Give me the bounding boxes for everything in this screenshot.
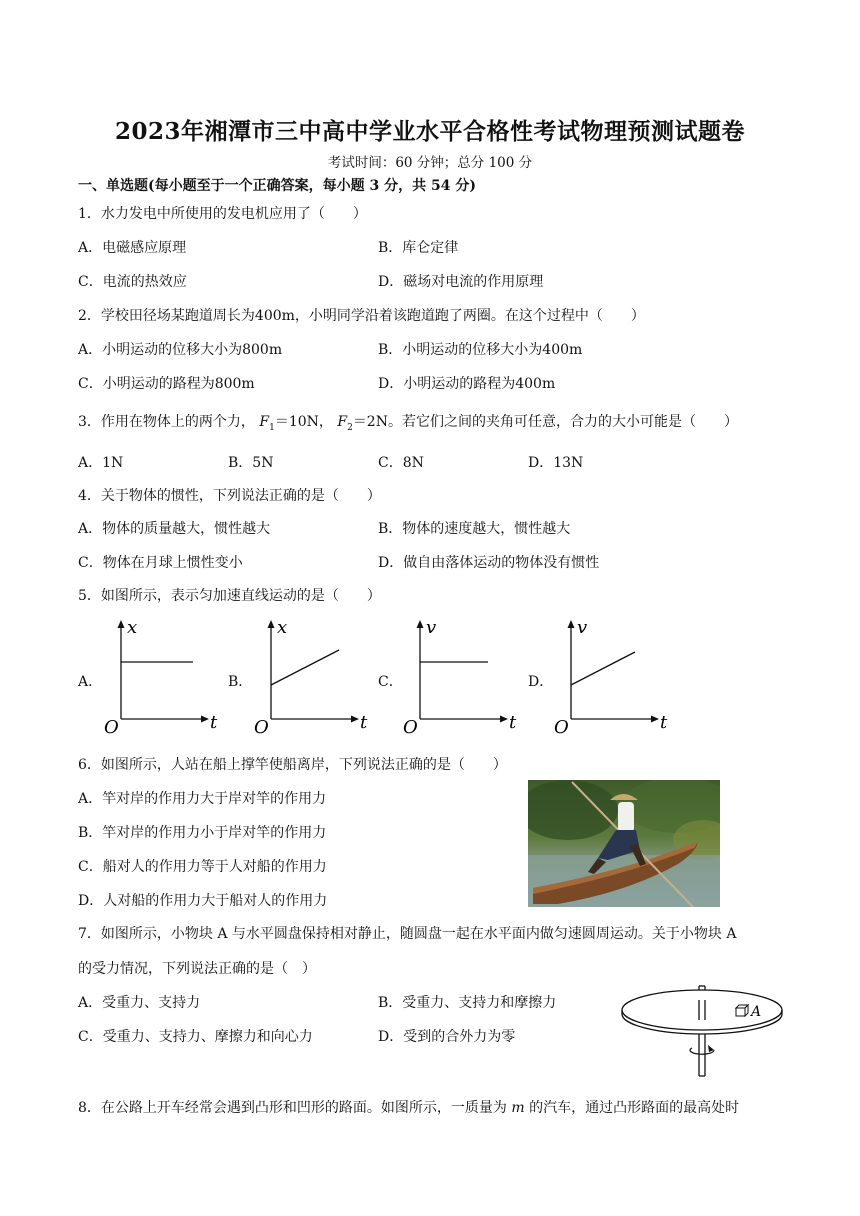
q5-option-a: A． [78, 674, 103, 690]
q7-stem-line2: 的受力情况，下列说法正确的是（ ） [78, 961, 316, 977]
q4-stem: 4．关于物体的惯性，下列说法正确的是（ ） [78, 488, 381, 504]
q6-option-d: D．人对船的作用力大于船对人的作用力 [78, 893, 328, 909]
graph-x-label: t [210, 712, 218, 733]
q5-graph-a [100, 616, 225, 738]
q3-f1-subscript: 1 [269, 422, 275, 433]
q1-stem: 1．水力发电中所使用的发电机应用了（ ） [78, 206, 367, 222]
q3-stem-post: 。若它们之间的夹角可任意，合力的大小可能是（ ） [387, 414, 738, 430]
q3-f1-symbol: F [259, 414, 270, 430]
graph-x-arrow [500, 716, 508, 723]
block-a [736, 1005, 748, 1016]
graph-y-arrow [118, 620, 125, 628]
q3-stem-pre: 3．作用在物体上的两个力， [78, 414, 255, 430]
graph-x-label: t [660, 712, 668, 733]
q7-option-c: C．受重力、支持力、摩擦力和向心力 [78, 1029, 313, 1045]
graph-x-arrow [201, 716, 209, 723]
q5-option-c: C． [378, 674, 403, 690]
q3-f1-value: ＝10N， [274, 414, 333, 430]
graph-y-label: v [577, 617, 588, 638]
q2-option-c: C．小明运动的路程为800m [78, 376, 255, 392]
exam-subtitle: 考试时间：60 分钟；总分 100 分 [327, 155, 533, 171]
q2-option-a: A．小明运动的位移大小为800m [78, 342, 283, 358]
q6-option-b: B．竿对岸的作用力小于岸对竿的作用力 [78, 825, 327, 841]
graph-y-arrow [568, 620, 575, 628]
rotating-disc-diagram [618, 982, 790, 1080]
q7-option-b: B．受重力、支持力和摩擦力 [378, 995, 557, 1011]
q5-graph-b [250, 616, 375, 738]
q6-stem: 6．如图所示，人站在船上撑竿使船离岸，下列说法正确的是（ ） [78, 757, 507, 773]
person-shirt [618, 802, 634, 832]
q7-option-d: D．受到的合外力为零 [378, 1029, 516, 1045]
graph-line [271, 650, 339, 685]
q3-option-d: D．13N [528, 455, 584, 471]
boat-photo [528, 780, 720, 907]
q2-stem: 2．学校田径场某跑道周长为400m，小明同学沿着该跑道跑了两圈。在这个过程中（ ） [78, 308, 645, 324]
q1-option-c: C．电流的热效应 [78, 274, 187, 290]
q4-option-c: C．物体在月球上惯性变小 [78, 555, 243, 571]
q3-f2-subscript: 2 [347, 422, 353, 433]
graph-y-label: x [127, 617, 138, 638]
q4-option-b: B．物体的速度越大，惯性越大 [378, 521, 571, 537]
q8-stem-post: 的汽车，通过凸形路面的最高处时 [529, 1100, 740, 1116]
q3-option-a: A．1N [78, 455, 124, 471]
q8-mass-variable: m [511, 1100, 525, 1116]
q3-option-b: B．5N [228, 455, 274, 471]
q1-option-b: B．库仑定律 [378, 240, 459, 256]
q5-option-b: B． [228, 674, 253, 690]
q7-option-a: A．受重力、支持力 [78, 995, 201, 1011]
graph-y-arrow [417, 620, 424, 628]
graph-y-arrow [268, 620, 275, 628]
q4-option-d: D．做自由落体运动的物体没有惯性 [378, 555, 600, 571]
q2-option-d: D．小明运动的路程为400m [378, 376, 556, 392]
q8-stem-pre: 8．在公路上开车经常会遇到凸形和凹形的路面。如图所示，一质量为 [78, 1100, 507, 1116]
q3-option-c: C．8N [378, 455, 424, 471]
q3-stem [78, 411, 738, 433]
graph-origin-label: O [254, 717, 269, 738]
q3-f2-symbol: F [337, 414, 348, 430]
graph-line [571, 652, 635, 685]
graph-x-label: t [509, 712, 517, 733]
q1-option-a: A．电磁感应原理 [78, 240, 187, 256]
graph-y-label: x [277, 617, 288, 638]
graph-x-arrow [351, 716, 359, 723]
q6-option-c: C．船对人的作用力等于人对船的作用力 [78, 859, 327, 875]
section-heading: 一、单选题(每小题至于一个正确答案，每小题 3 分，共 54 分) [78, 178, 476, 194]
graph-origin-label: O [104, 717, 119, 738]
q5-option-d: D． [528, 674, 554, 690]
q5-stem: 5．如图所示，表示匀加速直线运动的是（ ） [78, 588, 381, 604]
graph-y-label: v [426, 617, 437, 638]
exam-title: 2023年湘潭市三中高中学业水平合格性考试物理预测试题卷 [114, 118, 745, 145]
q5-graph-d [550, 616, 675, 738]
graph-origin-label: O [554, 717, 569, 738]
q4-option-a: A．物体的质量越大，惯性越大 [78, 521, 271, 537]
graph-x-label: t [360, 712, 368, 733]
q2-option-b: B．小明运动的位移大小为400m [378, 342, 583, 358]
q8-stem [78, 1097, 739, 1117]
graph-origin-label: O [403, 717, 418, 738]
q1-option-d: D．磁场对电流的作用原理 [378, 274, 544, 290]
q5-graph-c [399, 616, 524, 738]
q6-option-a: A．竿对岸的作用力大于岸对竿的作用力 [78, 791, 327, 807]
q3-f2-value: ＝2N [352, 414, 388, 430]
block-a-label: A [751, 1004, 762, 1020]
q7-stem-line1: 7．如图所示，小物块 A 与水平圆盘保持相对静止，随圆盘一起在水平面内做匀速圆周运动。关于小物块 A [78, 926, 737, 942]
graph-x-arrow [651, 716, 659, 723]
